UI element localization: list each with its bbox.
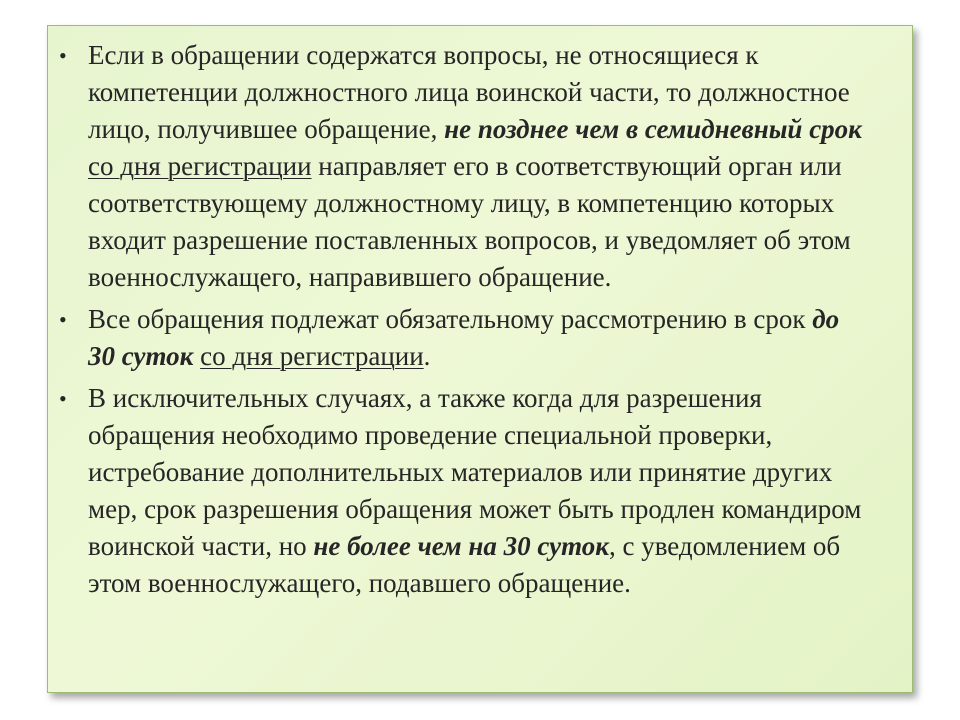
- bullet-icon: •: [59, 386, 67, 411]
- bullet-icon: •: [59, 43, 67, 68]
- bullet-item-mandatory-review: [54, 301, 864, 375]
- bullet-item-reassignment: [54, 37, 864, 296]
- item-text: В исключительных случаях, а также когда для разрешения обращения необходимо проведение специальной проверки, истребование дополнительных материалов или принятие других мер, срок разрешения обращения может быть продлен командиром воинской части, но: [88, 383, 862, 561]
- bullet-list: [54, 37, 864, 607]
- bullet-icon: •: [59, 307, 67, 332]
- item-text: Если в обращении содержатся вопросы, не относящиеся к компетенции должностного лица воинской части, то должностное лицо, получившее обращение,: [88, 40, 850, 144]
- item-text: Все обращения подлежат обязательному рассмотрению в срок: [88, 304, 813, 334]
- bullet-item-extension: [54, 380, 864, 602]
- item-text: направляет его в соответствующий орган или соответствующему должностному лицу, в компетенцию которых входит разрешение поставленных вопросов, и уведомляет об этом военнослужащего, направившего обращение.: [88, 151, 851, 292]
- registration-underline: со дня регистрации: [200, 341, 424, 371]
- deadline-emphasis: не позднее чем в семидневный срок: [444, 114, 862, 144]
- registration-underline: со дня регистрации: [88, 151, 312, 181]
- item-text: .: [423, 341, 431, 371]
- item-text: , с уведомлением об этом военнослужащего, подавшего обращение.: [88, 531, 841, 598]
- deadline-emphasis: до 30 суток: [88, 304, 840, 371]
- deadline-emphasis: не более чем на 30 суток: [313, 531, 609, 561]
